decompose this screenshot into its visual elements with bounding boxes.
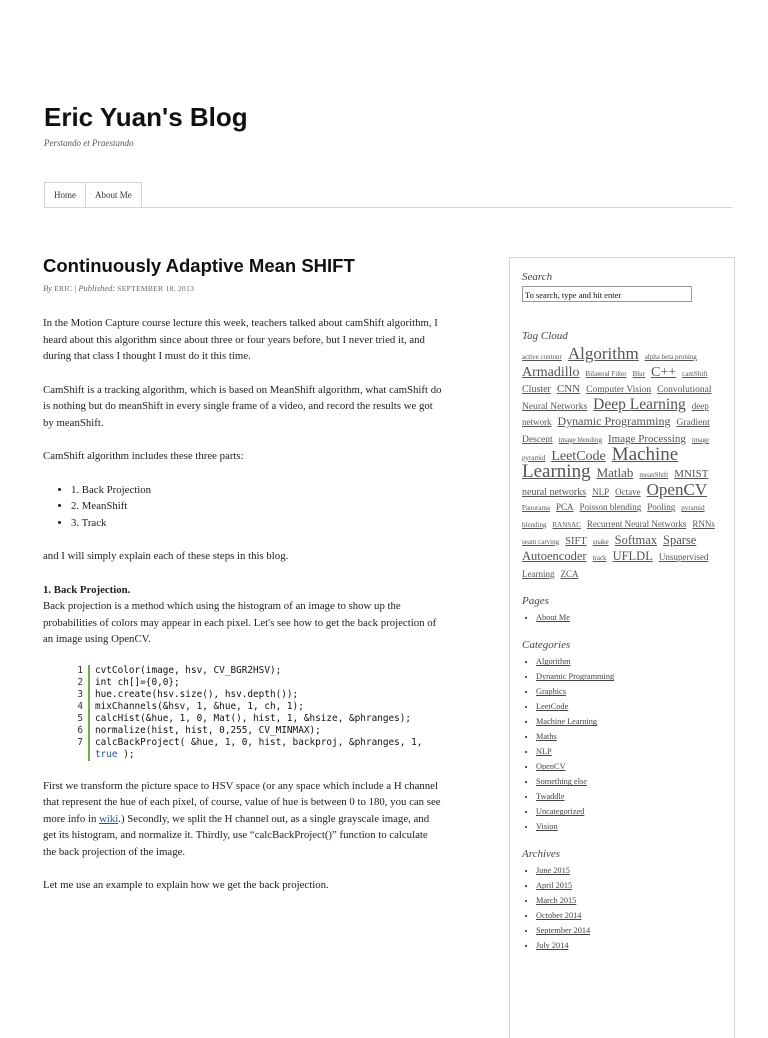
category-link[interactable]: Graphics [536,687,566,697]
tag-link[interactable]: Armadillo [522,364,580,380]
paragraph-hsv-end: .) Secondly, we split the H channel out, as a single grayscale image, and get its histogram, and normalize it. Thirdly, use “calcBackProject()” function to calculate the back projection of the image. [43,812,430,858]
byline-by: By [43,283,52,293]
code-text-end: ); [117,748,135,760]
tag-link[interactable]: camShift [682,369,708,378]
category-item [536,729,722,744]
tag-link[interactable]: meanShift [639,471,669,480]
archive-item [536,893,722,908]
paragraph-example: Let me use an example to explain how we get the back projection. [43,879,329,891]
code-line [63,749,443,761]
tag-link[interactable]: image blending [558,435,602,444]
archive-item [536,923,722,938]
code-keyword: true [95,748,118,760]
code-text [90,749,135,761]
nav-divider [44,207,733,208]
post-date: SEPTEMBER 18, 2013 [117,284,195,293]
archive-item [536,863,722,878]
category-link[interactable]: Machine Learning [536,717,598,727]
tag-link[interactable]: C++ [651,364,677,380]
tag-link[interactable]: image pyramid [522,435,709,462]
tag-link[interactable]: Image Processing [607,432,686,445]
byline-separator: | [72,283,79,293]
tag-link[interactable]: Pooling [647,502,676,513]
tag-link[interactable]: ZCA [560,568,579,579]
page-link[interactable]: About Me [536,613,570,623]
categories-list [522,654,722,834]
category-item [536,654,722,669]
paragraph-explain: and I will simply explain each of these steps in this blog. [43,550,289,562]
code-line [63,665,443,677]
tag-link[interactable]: OpenCV [646,479,708,499]
categories-title: Categories [522,639,571,652]
site-tagline: Perstando et Praestando [44,138,134,148]
pages-title: Pages [522,595,549,608]
archive-link[interactable]: October 2014 [536,911,582,921]
line-number: 1 [63,665,90,677]
category-item [536,774,722,789]
byline-published-label: Published: [78,283,116,293]
line-number: 7 [63,737,90,749]
archives-title: Archives [522,848,561,861]
archive-link[interactable]: July 2014 [536,941,569,951]
code-text: hue.create(hsv.size(), hsv.depth()); [95,688,299,700]
category-item [536,804,722,819]
code-line [63,725,443,737]
archive-link[interactable]: March 2015 [536,896,577,906]
archive-link[interactable]: April 2015 [536,881,573,891]
code-text: mixChannels(&hsv, 1, &hue, 1, ch, 1); [95,700,304,712]
tag-link[interactable]: Machine Learning [522,443,679,483]
tag-link[interactable]: deep network [522,400,709,428]
tag-link[interactable]: Matlab [596,465,634,481]
tag-link[interactable]: Dynamic Programming [557,414,671,429]
line-number: 5 [63,713,90,725]
category-item [536,714,722,729]
category-link[interactable]: LeetCode [536,702,569,712]
category-item [536,669,722,684]
search-input[interactable]: To search, type and hit enter [522,286,692,302]
site-title[interactable]: Eric Yuan's Blog [44,102,248,132]
tag-link[interactable]: Unsupervised Learning [522,552,709,579]
tag-link[interactable]: Computer Vision [586,385,652,396]
code-line [63,701,443,713]
nav-home[interactable]: Home [45,183,86,208]
category-item [536,699,722,714]
tag-link[interactable]: active contour [522,353,562,361]
archives-list [522,863,722,953]
category-link[interactable]: Algorithm [536,657,571,667]
pages-widget [522,595,722,625]
paragraph-intro: In the Motion Capture course lecture this week, teachers talked about camShift algorithm, I heard about this algorithm since about three or four years before, but I never tried it, and during that class I thought I must do it this time. [43,317,438,362]
tag-link[interactable]: track [592,554,607,563]
tag-link[interactable]: Softmax [614,532,658,547]
tag-link[interactable]: pyramid blending [522,504,705,529]
main-nav [44,182,142,208]
sidebar-inner [522,271,722,953]
tag-cloud-title: Tag Cloud [522,330,568,342]
tag-link[interactable]: Panorama [522,504,550,513]
parts-list [43,482,443,532]
line-number: 2 [63,677,90,689]
line-number-blank [63,749,90,761]
list-item: • 2. MeanShift [71,498,443,515]
category-link[interactable]: Dynamic Programming [536,672,615,682]
sidebar [509,257,735,1038]
tag-link[interactable]: UFLDL [612,549,653,564]
category-item [536,789,722,804]
line-number: 6 [63,725,90,737]
category-link[interactable]: Something else [536,777,587,787]
code-line [63,737,443,749]
category-link[interactable]: NLP [536,747,552,757]
archive-item [536,908,722,923]
tag-link[interactable]: CNN [556,383,581,396]
search-widget [522,271,722,302]
tag-link[interactable]: Algorithm [567,344,639,363]
post-author[interactable]: ERIC [54,284,73,293]
page-item [536,610,722,625]
categories-widget [522,639,722,834]
tag-link[interactable]: snake [592,537,609,546]
post-content [43,255,443,894]
category-item [536,684,722,699]
line-number: 4 [63,701,90,713]
archive-item [536,878,722,893]
category-item [536,744,722,759]
list-item: • 3. Track [71,515,443,532]
post-title: Continuously Adaptive Mean SHIFT [43,255,355,276]
tag-link[interactable]: Deep Learning [593,395,686,413]
category-link[interactable]: Twaddle [536,792,565,802]
paragraph-camshift: CamShift is a tracking algorithm, which is based on MeanShift algorithm, what camShift do is nothing but do meanShift in every single frame of a video, and record the results we got by meanShift. [43,383,442,429]
code-line [63,713,443,725]
line-number: 3 [63,689,90,701]
code-text: calcHist(&hue, 1, 0, Mat(), hist, 1, &hsize, &phranges); [95,712,412,724]
tag-link[interactable]: MNIST [674,468,709,481]
code-text: calcBackProject( &hue, 1, 0, hist, backproj, &phranges, 1, [95,736,423,748]
category-link[interactable]: Maths [536,732,557,742]
tag-link[interactable]: RNNs [692,518,715,529]
category-link[interactable]: Uncategorized [536,807,585,817]
archive-link[interactable]: September 2014 [536,926,591,936]
tag-link[interactable]: Octave [615,486,641,497]
paragraph-parts-intro: CamShift algorithm includes these three parts: [43,450,244,462]
site-header [44,100,248,148]
tag-cloud [522,344,722,581]
code-block [63,665,443,761]
category-link[interactable]: Vision [536,822,558,832]
paragraph-back-projection: Back projection is a method which using the histogram of an image to show up the probabilities of colors may appear in each pixel. Let's see how to get the back projection of an image using OpenCV. [43,600,437,645]
tag-link[interactable]: neural networks [522,486,587,498]
post-byline [43,283,443,293]
search-title: Search [522,271,553,283]
archives-widget [522,848,722,953]
tag-link[interactable]: SIFT [565,535,587,547]
tag-link[interactable]: Recurrent Neural Networks [586,518,687,529]
tag-link[interactable]: NLP [592,486,610,497]
tag-cloud-widget [522,330,722,581]
code-text: int ch[]={0,0}; [95,676,180,688]
tag-link[interactable]: alpha beta pruning [644,353,697,361]
nav-about-me[interactable]: About Me [95,190,132,200]
tag-link[interactable]: Gradient Descent [522,418,710,445]
category-link[interactable]: OpenCV [536,762,566,772]
tag-link[interactable]: Blur [632,369,646,378]
wiki-link[interactable]: wiki [99,812,119,825]
code-text: normalize(hist, hist, 0,255, CV_MINMAX); [95,724,321,736]
list-item: • 1. Back Projection [71,482,443,499]
section-heading: 1. Back Projection. [43,583,131,596]
tag-link[interactable]: Sparse Autoencoder [522,532,697,564]
tag-link[interactable]: RANSAC [552,520,581,529]
tag-link[interactable]: LeetCode [551,448,606,464]
paragraph-hsv-start: First we transform the picture space to HSV space (or any space which include a H channel that represent the hue of each pixel, of course, value of hue is between 0 to 180, you can see more info in [43,779,441,825]
pages-list [522,610,722,625]
category-item [536,819,722,834]
code-text: cvtColor(image, hsv, CV_BGR2HSV); [95,664,282,676]
tag-link[interactable]: Poisson blending [579,502,642,513]
tag-link[interactable]: PCA [556,502,574,513]
code-line [63,677,443,689]
tag-link[interactable]: Bilateral Filter [585,369,627,378]
paragraph-hsv [43,778,443,861]
code-line [63,689,443,701]
archive-link[interactable]: June 2015 [536,866,570,876]
tag-link[interactable]: Convolutional Neural Networks [522,385,712,412]
tag-link[interactable]: seam carving [522,537,560,546]
tag-link[interactable]: Cluster [522,384,551,396]
category-item [536,759,722,774]
archive-item [536,938,722,953]
